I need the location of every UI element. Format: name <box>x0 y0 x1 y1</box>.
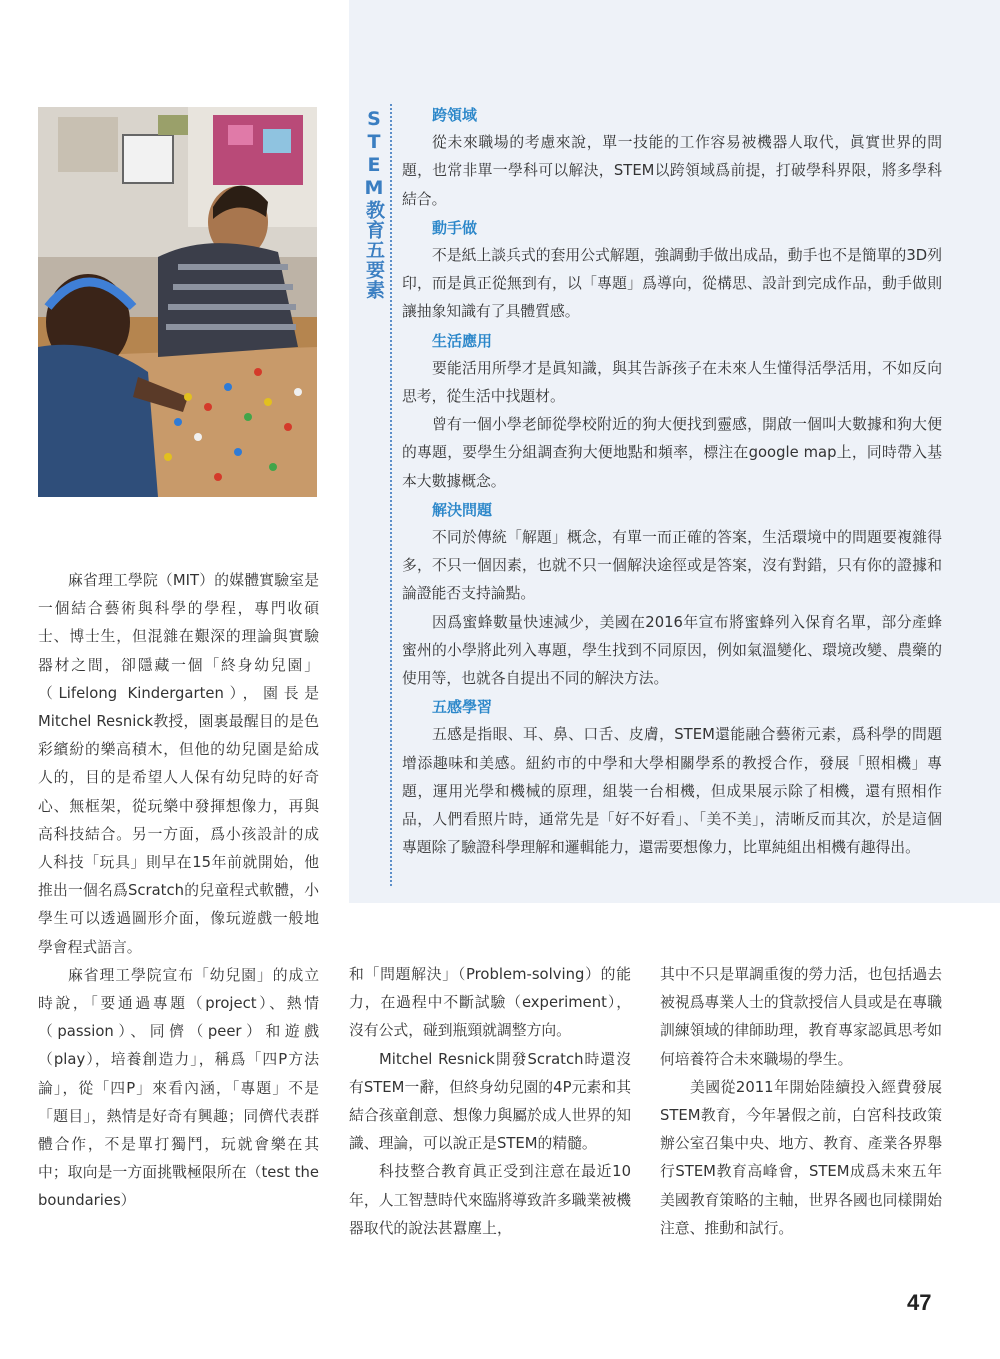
section-paragraph: 不是紙上談兵式的套用公式解題，強調動手做出成品，動手也不是簡單的3D列印，而是眞正從無到有，以「專題」爲導向，從構思、設計到完成作品，動手做則讓抽象知識有了具體質感。 <box>402 247 942 321</box>
section-paragraph: 要能活用所學才是眞知識，與其告訴孩子在未來人生懂得活學活用，不如反向思考，從生活中找題材。 <box>402 359 942 406</box>
sidebar-content <box>402 101 942 862</box>
section-paragraph: 五感是指眼、耳、鼻、口舌、皮膚，STEM還能融合藝術元素，爲科學的問題增添趣味和美感。紐約市的中學和大學相關學系的教授合作，發展「照相機」專題，運用光學和機械的原理，組裝一台相機，但成果展示除了相機，還有照相作品，人們看照片時，通常先是「好不好看」、「美不美」，淸晰反而其次，於是這個專題除了驗證科學理解和邏輯能力，還需要想像力，比單純組出相機有趣得出。 <box>402 726 942 857</box>
article-column-3 <box>660 961 942 1243</box>
sidebar-title: STEM教育五要素 <box>363 108 385 300</box>
article-column-2 <box>349 961 631 1243</box>
sidebar-divider <box>390 104 392 886</box>
article-paragraph: 美國從2011年開始陸續投入經費發展STEM教育，今年暑假之前，白宮科技政策辦公室召集中央、地方、教育、產業各界舉行STEM教育高峰會，STEM成爲未來五年美國教育策略的主軸，世界各國也同樣開始注意、推動和試行。 <box>660 1078 942 1237</box>
article-paragraph: 麻省理工學院宣布「幼兒園」的成立時說，「要通過專題（project）、熱情（passion）、同儕（peer）和遊戲（play），培養創造力」，稱爲「四P方法論」，從「四P」來看內涵，「專題」不是「題目」，熱情是好奇有興趣；同儕代表群體合作，不是單打獨鬥，玩就會樂在其中；取向是一方面挑戰極限所在（test the boundaries） <box>38 966 319 1210</box>
section-heading: 解決問題 <box>432 500 493 519</box>
section-paragraph: 曾有一個小學老師從學校附近的狗大便找到靈感，開啟一個叫大數據和狗大便的專題，要學生分組調查狗大便地點和頻率，標注在google map上，同時帶入基本大數據概念。 <box>402 416 942 490</box>
students-building-lego-photo <box>38 107 317 497</box>
article-paragraph: 麻省理工學院（MIT）的媒體實驗室是一個結合藝術與科學的學程，專門收碩士、博士生，但混雜在艱深的理論與實驗器材之間，卻隱藏一個「終身幼兒園」（Lifelong Kindergarten），園長是Mitchel Resnick教授，園裏最醒目的是色彩繽紛的樂高積木，但他的幼兒園是給成人的，目的是希望人人保有幼兒時的好奇心、無框架，從玩樂中發揮想像力，再與高科技結合。另一方面，爲小孩設計的成人科技「玩具」則早在15年前就開始，他推出一個名爲Scratch的兒童程式軟體，小學生可以透過圖形介面，像玩遊戲一般地學會程式語言。 <box>38 572 319 956</box>
article-paragraph: 科技整合教育眞正受到注意在最近10年，人工智慧時代來臨將導致許多職業被機器取代的說法甚囂塵上， <box>349 1163 631 1237</box>
article-photo <box>38 107 317 497</box>
section-heading: 生活應用 <box>432 331 493 350</box>
article-paragraph: Mitchel Resnick開發Scratch時還沒有STEM一辭，但終身幼兒園的4P元素和其結合孩童創意、想像力與屬於成人世界的知識、理論，可以說正是STEM的精髓。 <box>349 1050 631 1153</box>
section-paragraph: 因爲蜜蜂數量快速減少，美國在2016年宣布將蜜蜂列入保育名單，部分產蜂蜜州的小學將此列入專題，學生找到不同原因，例如氣溫變化、環境改變、農藥的使用等，也就各自提出不同的解決方法。 <box>402 613 942 688</box>
section-paragraph: 不同於傳統「解題」概念，有單一而正確的答案，生活環境中的問題要複雜得多，不只一個因素，也就不只一個解決途徑或是答案，沒有對錯，只有你的證據和論證能否支持論點。 <box>402 529 942 603</box>
section-paragraph: 從未來職場的考慮來說，單一技能的工作容易被機器人取代，眞實世界的問題，也常非單一學科可以解決，STEM以跨領域爲前提，打破學科界限，將多學科結合。 <box>402 134 942 208</box>
section-heading: 五感學習 <box>432 698 493 717</box>
page-number: 47 <box>907 1290 932 1315</box>
article-column-1 <box>38 567 319 1216</box>
article-paragraph: 其中不只是單調重復的勞力活，也包括過去被視爲專業人士的貸款授信人員或是在專職訓練領域的律師助理，教育專家認眞思考如何培養符合未來職場的學生。 <box>660 966 942 1068</box>
section-heading: 動手做 <box>432 218 478 237</box>
section-heading: 跨領域 <box>432 106 478 124</box>
article-paragraph: 和「問題解決」（Problem-solving）的能力，在過程中不斷試驗（experiment），沒有公式，碰到瓶頸就調整方向。 <box>349 966 631 1040</box>
